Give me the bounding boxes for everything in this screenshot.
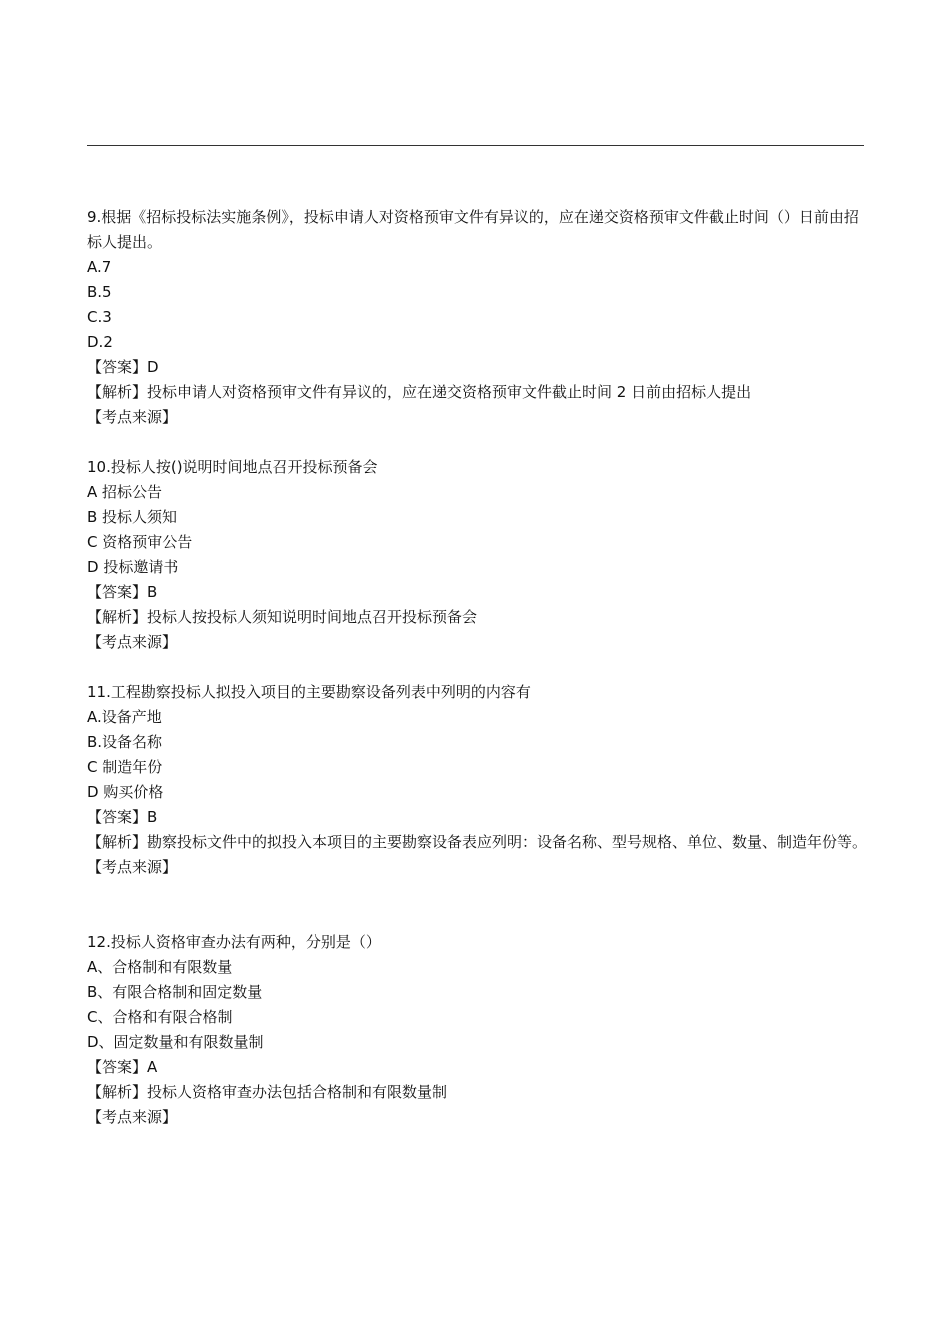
analysis: 【解析】投标人资格审查办法包括合格制和有限数量制 xyxy=(87,1083,448,1101)
question-title: 11.工程勘察投标人拟投入项目的主要勘察设备列表中列明的内容有 xyxy=(87,683,531,701)
source: 【考点来源】 xyxy=(87,408,178,426)
option-c: C、合格和有限合格制 xyxy=(87,1008,233,1026)
spacer xyxy=(87,880,867,930)
option-b: B、有限合格制和固定数量 xyxy=(87,983,263,1001)
analysis: 【解析】勘察投标文件中的拟投入本项目的主要勘察设备表应列明：设备名称、型号规格、单位、数量、制造年份等。 xyxy=(87,833,868,851)
option-c: C.3 xyxy=(87,308,112,326)
source: 【考点来源】 xyxy=(87,1108,178,1126)
option-c: C 制造年份 xyxy=(87,758,163,776)
analysis: 【解析】投标申请人对资格预审文件有异议的，应在递交资格预审文件截止时间 2 日前由招标人提出 xyxy=(87,383,752,401)
spacer xyxy=(87,655,867,680)
answer: 【答案】A xyxy=(87,1058,158,1076)
option-b: B.设备名称 xyxy=(87,733,163,751)
question-title: 10.投标人按()说明时间地点召开投标预备会 xyxy=(87,458,378,476)
option-d: D 购买价格 xyxy=(87,783,164,801)
option-d: D 投标邀请书 xyxy=(87,558,179,576)
option-d: D、固定数量和有限数量制 xyxy=(87,1033,264,1051)
question-9 xyxy=(87,205,867,430)
option-a: A 招标公告 xyxy=(87,483,163,501)
source: 【考点来源】 xyxy=(87,633,178,651)
analysis: 【解析】投标人按投标人须知说明时间地点召开投标预备会 xyxy=(87,608,478,626)
question-title: 12.投标人资格审查办法有两种，分别是（） xyxy=(87,933,381,951)
option-a: A.7 xyxy=(87,258,112,276)
option-a: A.设备产地 xyxy=(87,708,162,726)
option-d: D.2 xyxy=(87,333,113,351)
option-c: C 资格预审公告 xyxy=(87,533,193,551)
source: 【考点来源】 xyxy=(87,858,178,876)
option-b: B.5 xyxy=(87,283,112,301)
question-12 xyxy=(87,930,867,1130)
option-a: A、合格制和有限数量 xyxy=(87,958,233,976)
question-title: 9.根据《招标投标法实施条例》，投标申请人对资格预审文件有异议的，应在递交资格预审文件截止时间（）日前由招标人提出。 xyxy=(87,208,859,251)
header-divider xyxy=(87,145,864,146)
spacer xyxy=(87,430,867,455)
question-10 xyxy=(87,455,867,655)
answer: 【答案】D xyxy=(87,358,159,376)
answer: 【答案】B xyxy=(87,808,158,826)
question-11 xyxy=(87,680,867,880)
answer: 【答案】B xyxy=(87,583,158,601)
option-b: B 投标人须知 xyxy=(87,508,178,526)
document-body xyxy=(87,205,867,1130)
